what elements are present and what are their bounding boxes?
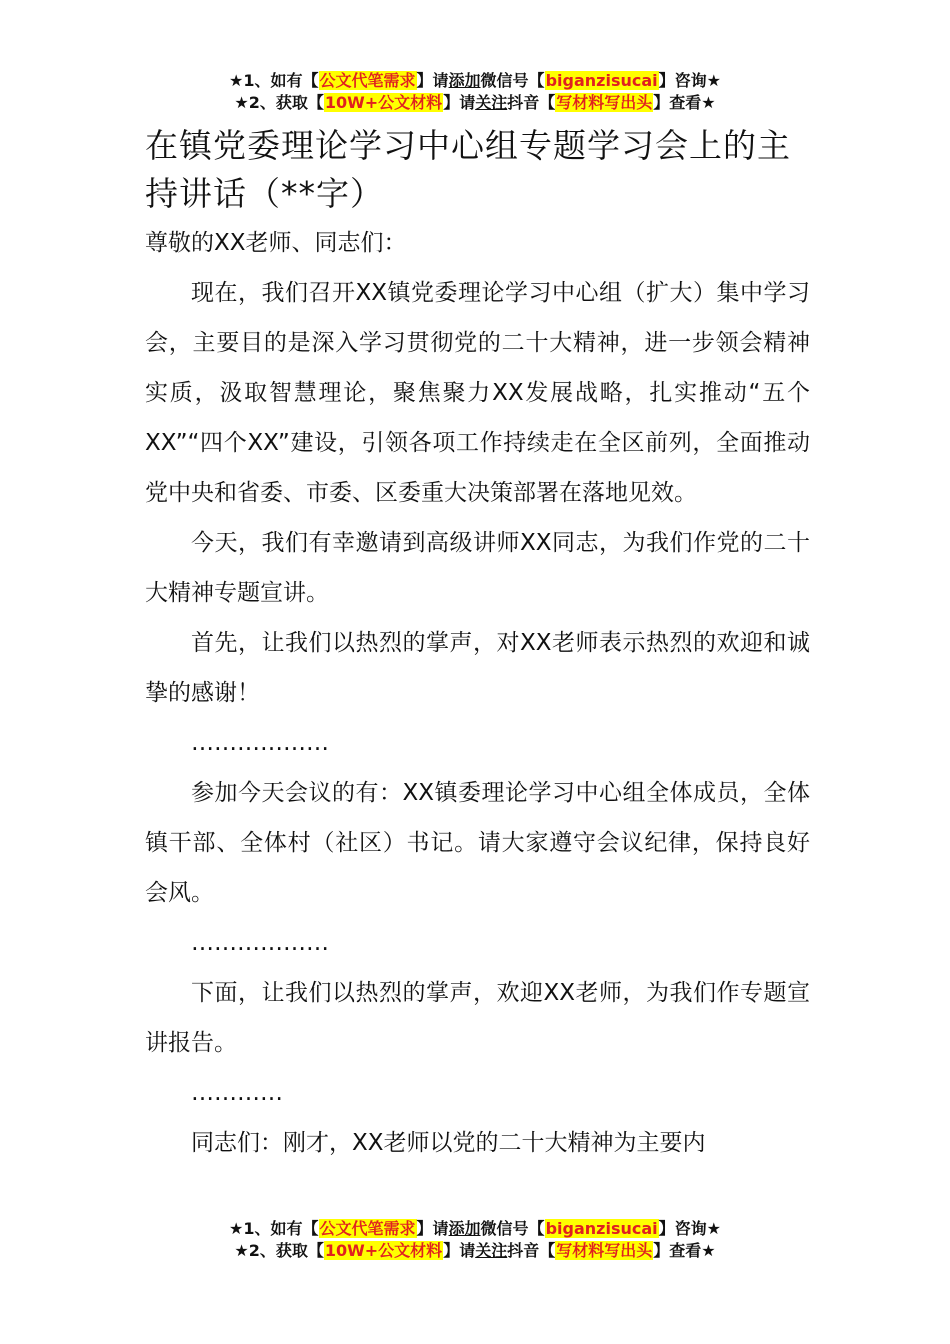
banner-text: 】请 [416, 71, 449, 90]
paragraph: 首先，让我们以热烈的掌声，对XX老师表示热烈的欢迎和诚挚的感谢！ [145, 630, 810, 706]
ellipsis-line: ……………… [191, 730, 329, 756]
paragraph: 现在，我们召开XX镇党委理论学习中心组（扩大）集中学习会，主要目的是深入学习贯彻党的二十大精神，进一步领会精神实质，汲取智慧理论，聚焦聚力XX发展战略，扎实推动“五个XX”“四个XX”建设，引领各项工作持续走在全区前列，全面推动党中央和省委、市委、区委重大决策部署在落地见效。 [145, 280, 810, 506]
document-title: 在镇党委理论学习中心组专题学习会上的主持讲话（**字） [145, 126, 791, 213]
banner-line-1 [0, 70, 950, 92]
banner-highlight: 写材料写出头 [556, 93, 653, 112]
banner-text: 微信号【 [480, 1219, 545, 1238]
paragraph: 同志们：刚才，XX老师以党的二十大精神为主要内 [191, 1130, 706, 1156]
banner-text: 抖音【 [507, 93, 556, 112]
banner-text: 】请 [443, 1241, 476, 1260]
header-banner [0, 70, 950, 114]
footer-banner [0, 1218, 950, 1262]
paragraph: 今天，我们有幸邀请到高级讲师XX同志，为我们作党的二十大精神专题宣讲。 [145, 530, 810, 606]
banner-text: 】请 [443, 93, 476, 112]
banner-text: 】查看★ [653, 93, 716, 112]
banner-text: 】请 [416, 1219, 449, 1238]
ellipsis-line: ………… [191, 1080, 283, 1106]
banner-text: 抖音【 [507, 1241, 556, 1260]
banner-text: 】查看★ [653, 1241, 716, 1260]
banner-highlight: 10W+公文材料 [324, 93, 443, 112]
banner-underlined: 添加 [448, 1219, 481, 1238]
banner-highlight: 公文代笔需求 [319, 1219, 416, 1238]
banner-line-2 [0, 92, 950, 114]
banner-highlight: 写材料写出头 [556, 1241, 653, 1260]
document-body [145, 122, 810, 1168]
banner-highlight: biganzisucai [545, 71, 658, 90]
banner-text: 】咨询★ [658, 1219, 721, 1238]
paragraph: 参加今天会议的有：XX镇委理论学习中心组全体成员，全体镇干部、全体村（社区）书记。请大家遵守会议纪律，保持良好会风。 [145, 780, 810, 906]
banner-highlight: 10W+公文材料 [324, 1241, 443, 1260]
ellipsis-line: ……………… [191, 930, 329, 956]
banner-text: 】咨询★ [658, 71, 721, 90]
banner-highlight: biganzisucai [545, 1219, 658, 1238]
banner-underlined: 添加 [448, 71, 481, 90]
banner-text: ★1、如有【 [229, 71, 319, 90]
banner-line-1 [0, 1218, 950, 1240]
banner-line-2 [0, 1240, 950, 1262]
banner-underlined: 关注 [475, 93, 508, 112]
paragraph: 下面，让我们以热烈的掌声，欢迎XX老师，为我们作专题宣讲报告。 [145, 980, 810, 1056]
banner-text: 微信号【 [480, 71, 545, 90]
banner-underlined: 关注 [475, 1241, 508, 1260]
banner-highlight: 公文代笔需求 [319, 71, 416, 90]
salutation: 尊敬的XX老师、同志们： [145, 230, 407, 256]
banner-text: ★2、获取【 [234, 93, 324, 112]
banner-text: ★1、如有【 [229, 1219, 319, 1238]
banner-text: ★2、获取【 [234, 1241, 324, 1260]
